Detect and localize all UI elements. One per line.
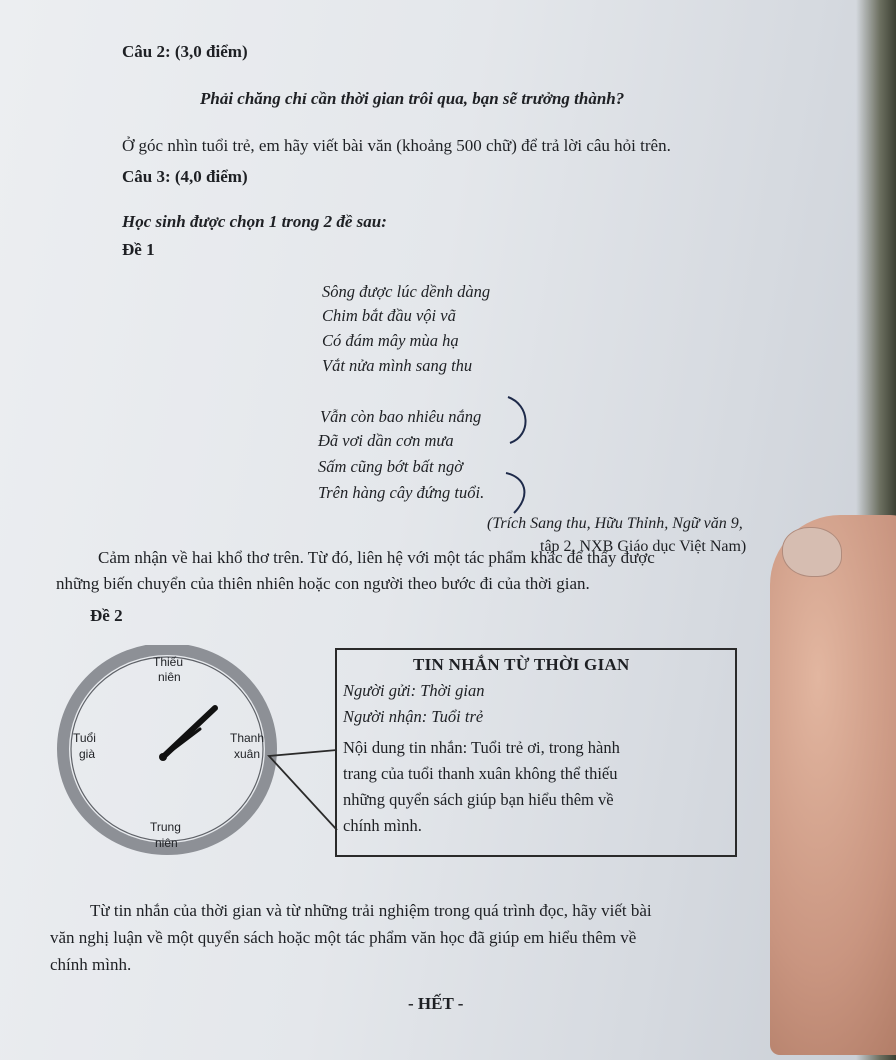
message-content-2: trang của tuổi thanh xuân không thể thiếu: [343, 764, 618, 783]
message-content-1: Nội dung tin nhắn: Tuổi trẻ ơi, trong hành: [343, 738, 620, 757]
hand-holding-paper: [770, 515, 896, 1055]
poem-line: Sông được lúc dềnh dàng: [322, 282, 491, 301]
clock-label-left-1: Tuổi: [73, 731, 96, 745]
poem-source-2: tập 2, NXB Giáo dục Việt Nam): [540, 538, 747, 555]
thumbnail: [782, 527, 842, 577]
clock-label-bottom-2: niên: [155, 836, 178, 850]
q3-heading: Câu 3: (4,0 điểm): [122, 167, 248, 186]
de2-label: Đề 2: [90, 606, 123, 625]
de1-label: Đề 1: [122, 240, 155, 259]
poem-line: Trên hàng cây đứng tuổi.: [318, 483, 485, 502]
poem-line: Sấm cũng bớt bất ngờ: [318, 457, 464, 476]
clock-label-right-1: Thanh: [230, 731, 265, 745]
q2-heading: Câu 2: (3,0 điểm): [122, 42, 248, 61]
message-content-3: những quyển sách giúp bạn hiểu thêm về: [343, 790, 614, 809]
speech-bubble-tail: [265, 740, 340, 835]
message-content-4: chính mình.: [343, 816, 422, 835]
end-marker: - HẾT -: [408, 994, 464, 1013]
clock-label-top-1: Thiếu: [153, 655, 184, 669]
clock-label-left-2: già: [79, 747, 96, 761]
de2-task-2: văn nghị luận về một quyển sách hoặc một tác phẩm văn học đã giúp em hiểu thêm về: [50, 928, 637, 947]
poem-line: Chim bắt đầu vội vã: [322, 306, 456, 325]
q3-instruction: Học sinh được chọn 1 trong 2 đề sau:: [122, 212, 387, 231]
de2-task-3: chính mình.: [50, 955, 132, 974]
q2-task: Ở góc nhìn tuổi trẻ, em hãy viết bài văn (khoảng 500 chữ) để trả lời câu hỏi trên.: [122, 136, 671, 155]
clock-label-right-2: xuân: [234, 747, 261, 761]
de1-task-2: những biến chuyển của thiên nhiên hoặc con người theo bước đi của thời gian.: [56, 574, 590, 593]
poem-line: Vẫn còn bao nhiêu nắng: [320, 407, 482, 426]
q2-prompt: Phải chăng chỉ cần thời gian trôi qua, bạn sẽ trưởng thành?: [200, 89, 625, 108]
message-sender: Người gửi: Thời gian: [343, 681, 485, 700]
de1-task-1: Cảm nhận về hai khổ thơ trên. Từ đó, liên hệ với một tác phẩm khác để thấy được: [98, 548, 655, 567]
clock-label-top-2: niên: [158, 670, 181, 684]
poem-source-1: (Trích Sang thu, Hữu Thỉnh, Ngữ văn 9,: [487, 515, 743, 532]
poem-line: Có đám mây mùa hạ: [322, 331, 459, 350]
message-receiver: Người nhận: Tuổi trẻ: [343, 707, 484, 726]
poem-line: Đã vơi dần cơn mưa: [318, 431, 454, 450]
de2-task-1: Từ tin nhắn của thời gian và từ những trải nghiệm trong quá trình đọc, hãy viết bài: [90, 901, 652, 920]
handwritten-bracket-mark: [500, 395, 560, 515]
message-title: TIN NHẮN TỪ THỜI GIAN: [413, 655, 630, 674]
clock-label-bottom-1: Trung: [150, 820, 181, 834]
poem-line: Vắt nửa mình sang thu: [322, 356, 473, 375]
